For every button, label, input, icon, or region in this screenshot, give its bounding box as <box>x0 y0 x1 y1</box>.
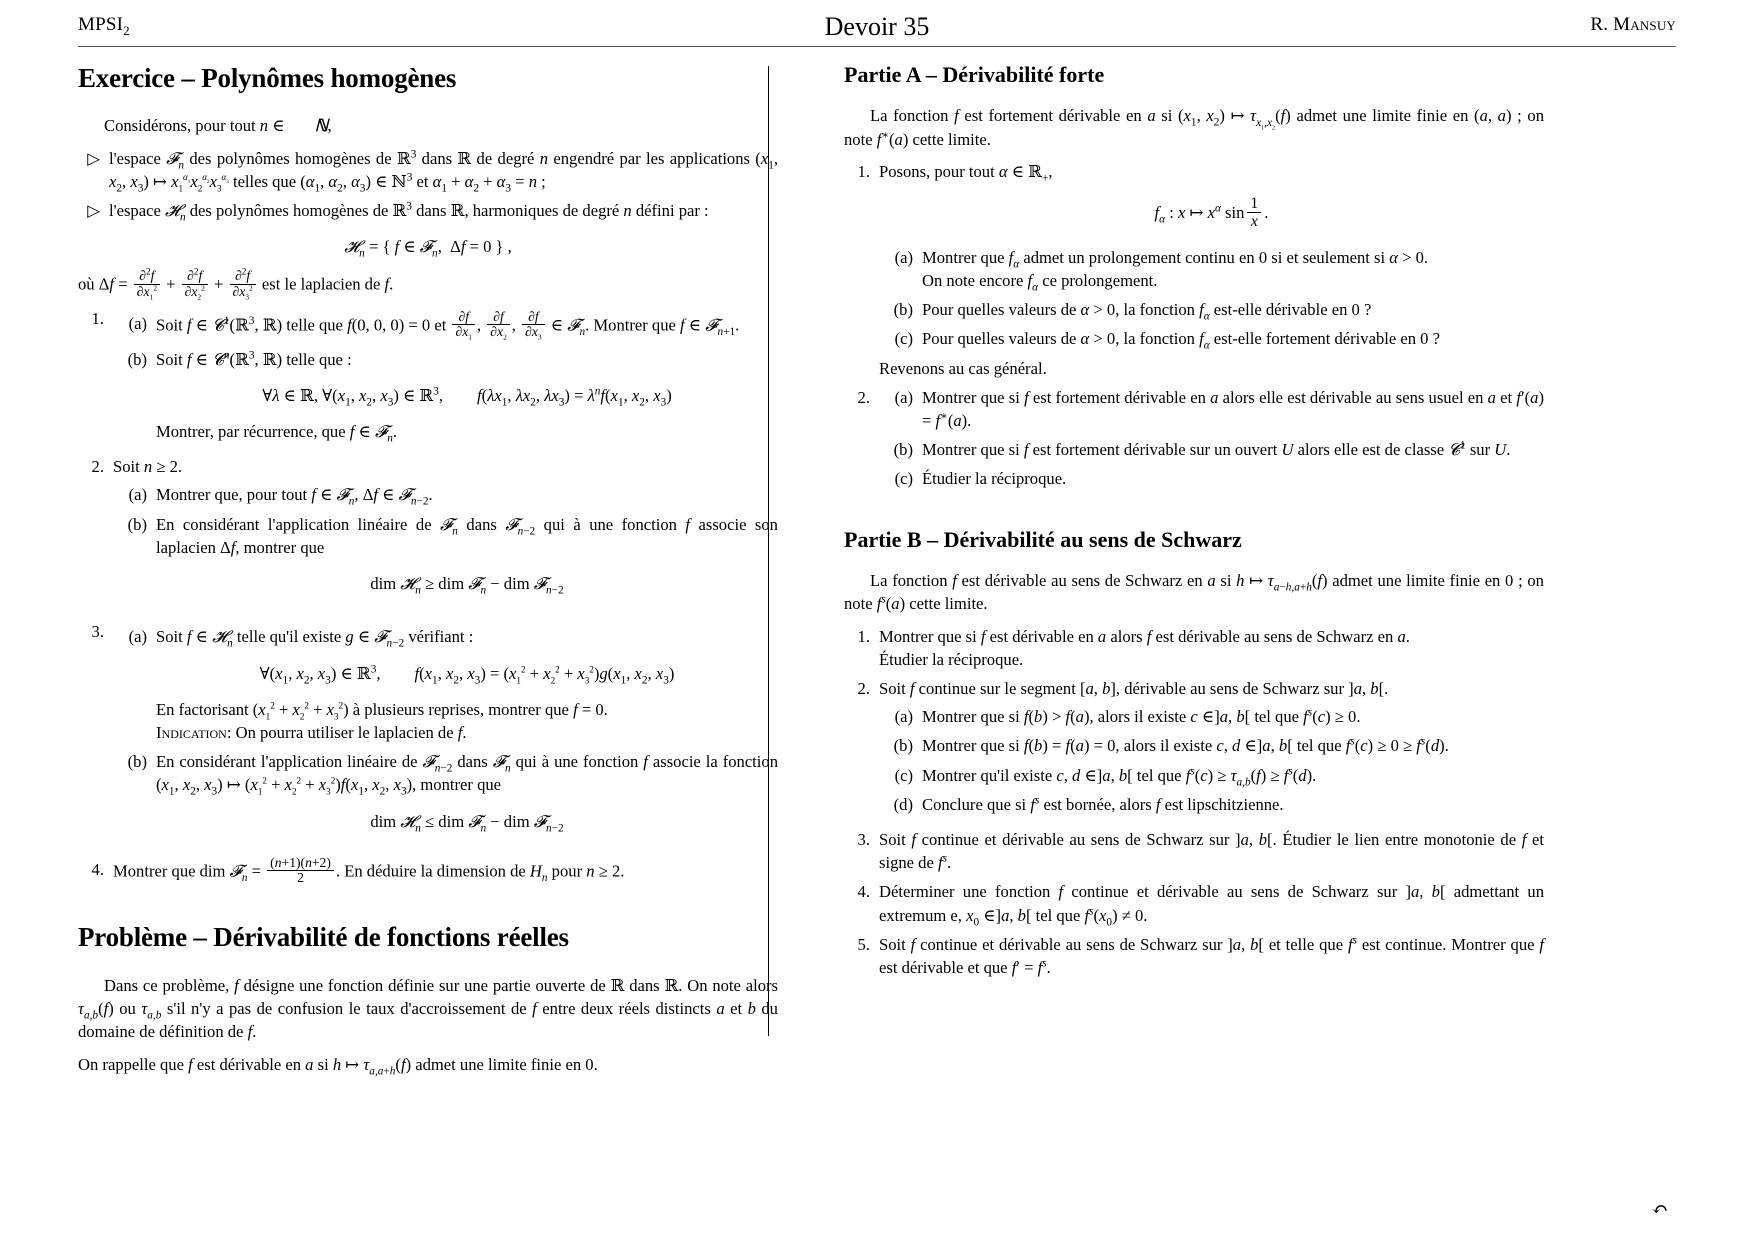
list-item <box>879 246 1544 292</box>
list-item <box>844 677 1544 822</box>
sub-item-label: (a) <box>894 707 913 727</box>
sub-list <box>113 309 778 445</box>
header-course-sub: 2 <box>123 22 130 38</box>
q2a-text: Montrer que, pour tout f ∈ 𝓕$_n$, Δf ∈ 𝓕$_{n-2}$. <box>156 485 433 508</box>
display-equation-dim-geq: dim 𝓗$_n$ ≥ dim 𝓕$_n$ − dim 𝓕$_{n-2}$ <box>370 574 564 597</box>
partie-b-intro: La fonction f est dérivable au sens de Schwarz en a si h ↦ $\tau_{a-h,a+h}(f)$ admet une limite finie en 0 ; on note $f^s(a)$ cette limite. <box>844 571 1544 614</box>
exercice-intro: Considérons, pour tout n ∈ ℕ, <box>104 116 332 136</box>
triangle-bullet-icon: ▷ <box>87 201 100 221</box>
pa-q1-tail: Revenons au cas général. <box>879 358 1047 378</box>
sub-item-label: (c) <box>894 329 913 349</box>
pa-q2a-text: Montrer que si f est fortement dérivable en a alors elle est dérivable au sens usuel en a et f′(a) = f∗(a). <box>922 387 1544 431</box>
list-item <box>879 327 1544 350</box>
sub-item-label: (b) <box>893 736 913 756</box>
page-title: Devoir 35 <box>824 12 930 41</box>
q3a-hint-label: Indication: <box>156 723 232 743</box>
sub-list <box>879 705 1544 816</box>
display-equation-dim-leq: dim 𝓗$_n$ ≤ dim 𝓕$_n$ − dim 𝓕$_{n-2}$ <box>370 811 564 834</box>
list-item <box>113 483 778 506</box>
sub-item-label: (a) <box>894 387 913 407</box>
probleme-paragraph-1: Dans ce problème, f désigne une fonction définie sur une partie ouverte de ℝ dans ℝ. On note alors $\tau_{a,b}(f)$ ou $\tau_{a,b}$ s'il n'y a pas de confusion le taux d'accroissement de f entre deux réels distincts a et b du domaine de définition de f. <box>78 975 778 1042</box>
sub-item-label: (c) <box>894 469 913 489</box>
exercice-question-list <box>78 307 778 887</box>
item-number: 1. <box>91 309 104 329</box>
sub-item-label: (b) <box>127 752 147 772</box>
list-item <box>844 828 1544 874</box>
item-number: 1. <box>857 162 870 182</box>
q3a-after: En factorisant $(x_1^2 + x_2^2 + x_3^2)$ à plusieurs reprises, montrer que f = 0. <box>156 699 608 722</box>
item-number: 4. <box>91 859 104 879</box>
pb-q2b-text: Montrer que si f(b) = f(a) = 0, alors il existe c, d ∈]a, b[ tel que $f^s(c) \ge 0 \ge f^s(d)$. <box>922 735 1449 756</box>
item-number: 2. <box>91 457 104 477</box>
partie-a-question-list <box>844 160 1544 497</box>
pa-q2c-text: Étudier la réciproque. <box>922 469 1067 489</box>
exercice-bullet-list <box>78 147 778 223</box>
page-turn-mark-icon: ↶ <box>1651 1199 1668 1221</box>
q2-lead: Soit n ≥ 2. <box>113 457 183 477</box>
partie-b-question-list <box>844 625 1544 980</box>
sub-item-label: (a) <box>128 485 147 505</box>
display-equation-homogeneity: ∀λ ∈ ℝ, $\forall(x_1$, $x_2$, $x_3$) ∈ ℝ$^3$, $f(\lambda x_1$, $\lambda x_2$, $\lambda x_3) = \lambda^nf(x_1$, $x_2$, $x_3$) <box>262 385 672 409</box>
heading-partie-b: Partie B – Dérivabilité au sens de Schwarz <box>844 526 1242 552</box>
item-number: 2. <box>857 387 870 407</box>
pb-q1-text: Montrer que si f est dérivable en a alors f est dérivable au sens de Schwarz en a. <box>879 626 1410 646</box>
q3b-text: En considérant l'application linéaire de 𝓕$_{n-2}$ dans 𝓕$_n$ qui à une fonction f associe la fonction ($x_1$, $x_2$, $x_3$) ↦ $(x_1^2 + x_2^2 + x_3^2)f(x_1$, $x_2$, $x_3$), montrer que <box>156 752 778 798</box>
list-item <box>844 625 1544 671</box>
list-item <box>113 513 778 609</box>
heading-probleme: Problème – Dérivabilité de fonctions réelles <box>78 922 569 953</box>
list-item <box>844 386 1544 497</box>
q1a-text: Soit f ∈ 𝓒$^1$(ℝ$^3$, ℝ) telle que f(0, 0, 0) = 0 et $\frac{\partial f}{\partial x_1}$ , $\frac{\partial f}{\partial x_2}$ , $\frac{\partial f}{\partial x_3}$ ∈ 𝓕$_n$. Montrer que f ∈ 𝓕$_{n+1}$. <box>156 309 740 343</box>
pb-q2d-text: Conclure que si $f^s$ est bornée, alors f est lipschitzienne. <box>922 794 1284 814</box>
sub-list <box>879 246 1544 351</box>
list-item <box>78 854 778 888</box>
list-item <box>113 750 778 846</box>
partie-a-intro: La fonction f est fortement dérivable en a si ($x_1$, $x_2$) ↦ $\tau_{x_1,x_2}(f)$ admet une limite finie en (a, a) ; on note f∗(a) cette limite. <box>844 106 1545 149</box>
pb-q2-lead: Soit f continue sur le segment [a, b], dérivable au sens de Schwarz sur ]a, b[. <box>879 678 1389 698</box>
left-column <box>78 62 808 1200</box>
item-number: 3. <box>91 622 104 642</box>
heading-partie-a: Partie A – Dérivabilité forte <box>844 62 1105 87</box>
sub-list <box>879 386 1544 491</box>
heading-exercice: Exercice – Polynômes homogènes <box>78 63 457 93</box>
document-body <box>78 62 1676 1200</box>
list-item <box>113 309 778 343</box>
pb-q5-text: Soit f continue et dérivable au sens de Schwarz sur ]a, b[ et telle que $f^s$ est continue. Montrer que f est dérivable et que $f' = f^s$. <box>879 934 1544 978</box>
item-number: 1. <box>857 626 870 646</box>
list-item <box>879 705 1544 728</box>
header-author: R. Mansuy <box>1590 14 1676 35</box>
list-item <box>78 620 778 852</box>
sub-item-label: (a) <box>128 627 147 647</box>
sub-item-label: (b) <box>127 514 147 534</box>
list-item <box>78 147 778 193</box>
pa-q1-lead: Posons, pour tout α ∈ ℝ$_+$, <box>879 162 1053 185</box>
laplacien-definition-line: où Δf = $\frac{\partial^2f}{\partial x_1^2}$ + $\frac{\partial^2f}{\partial x_2^2}$ + $\frac{\partial^2f}{\partial x_3^2}$ est le laplacien de f. <box>78 267 394 302</box>
list-item <box>78 307 778 449</box>
list-item <box>879 734 1544 757</box>
pb-q4-text: Déterminer une fonction f continue et dérivable au sens de Schwarz sur ]a, b[ admettant un extremum e, $x_0$ ∈]a, b[ tel que $f^s(x_0) \ne 0$. <box>879 882 1544 928</box>
pa-q1b-text: Pour quelles valeurs de α > 0, la fonction $f_\alpha$ est-elle dérivable en 0 ? <box>922 300 1372 323</box>
page-header <box>78 14 1676 48</box>
list-item <box>879 386 1544 432</box>
pa-q1c-text: Pour quelles valeurs de α > 0, la fonction $f_\alpha$ est-elle fortement dérivable en 0 ? <box>922 329 1440 352</box>
pb-q2c-text: Montrer qu'il existe c, d ∈]a, b[ tel que $f^s(c) \ge \tau_{a,b}(f) \ge f^s(d)$. <box>922 765 1317 788</box>
header-course-text: MPSI <box>78 14 124 35</box>
q3a-hint: On pourra utiliser le laplacien de f. <box>235 723 467 743</box>
q1b-after: Montrer, par récurrence, que f ∈ 𝓕$_n$. <box>156 422 398 445</box>
pa-q1a-after: On note encore $f_\alpha$ ce prolongement. <box>922 270 1158 294</box>
list-item <box>879 298 1544 321</box>
q2b-text: En considérant l'application linéaire de 𝓕$_n$ dans 𝓕$_{n-2}$ qui à une fonction f associe son laplacien Δf, montrer que <box>156 514 778 557</box>
pa-q2b-text: Montrer que si f est fortement dérivable sur un ouvert U alors elle est de classe 𝓒$^1$ sur U. <box>922 439 1511 460</box>
pb-q2a-text: Montrer que si f(b) > f(a), alors il existe c ∈]a, b[ tel que $f^s(c) \ge 0$. <box>922 706 1361 727</box>
q3a-text: Soit f ∈ 𝓗$_n$ telle qu'il existe g ∈ 𝓕$_{n-2}$ vérifiant : <box>156 627 474 650</box>
sub-item-label: (b) <box>893 440 913 460</box>
list-item <box>879 764 1544 787</box>
sub-list <box>113 625 778 846</box>
list-item <box>78 455 778 614</box>
item-number: 2. <box>857 678 870 698</box>
list-item <box>113 348 778 444</box>
sub-item-label: (b) <box>127 349 147 369</box>
display-equation-factorisation: $\forall(x_1$, $x_2$, $x_3$) ∈ ℝ$^3$, $f(x_1$, $x_2$, $x_3) = (x_1^2 + x_2^2 + x_3^2)g(x_1$, $x_2$, $x_3$) <box>259 663 675 686</box>
list-item <box>879 467 1544 490</box>
display-equation-Hn-definition: 𝓗$_n$ = { f ∈ 𝓕$_n$, Δf = 0 } , <box>344 237 512 260</box>
list-item <box>113 625 778 744</box>
item-number: 5. <box>857 934 870 954</box>
sub-item-label: (b) <box>893 300 913 320</box>
q4-text: Montrer que dim 𝓕$_n$ = $\frac{(n+1)(n+2)}{2}$ . En déduire la dimension de $H_n$ pour n ≥ 2. <box>113 854 625 886</box>
display-equation-f-alpha: $f_\alpha$ : x ↦ $x^\alpha$ sin $\frac{1}{x}$ . <box>1154 194 1269 231</box>
list-item <box>78 199 778 222</box>
sub-item-label: (d) <box>893 794 913 814</box>
pa-q1a-text: Montrer que $f_\alpha$ admet un prolongement continu en 0 si et seulement si α > 0. <box>922 247 1429 271</box>
list-item <box>844 880 1544 926</box>
sub-item-label: (a) <box>894 247 913 267</box>
pb-q1-after: Étudier la réciproque. <box>879 649 1024 669</box>
sub-item-label: (c) <box>894 765 913 785</box>
sub-list <box>113 483 778 608</box>
right-column <box>808 62 1544 1200</box>
probleme-paragraph-2: On rappelle que f est dérivable en a si h ↦ $\tau_{a,a+h}(f)$ admet une limite finie en 0. <box>78 1054 598 1077</box>
pb-q3-text: Soit f continue et dérivable au sens de Schwarz sur ]a, b[. Étudier le lien entre monotonie de f et signe de $f^s$. <box>879 830 1545 873</box>
triangle-bullet-icon: ▷ <box>87 148 100 168</box>
item-number: 3. <box>857 830 870 850</box>
q1b-text: Soit f ∈ 𝓒$^n$(ℝ$^3$, ℝ) telle que : <box>156 349 352 369</box>
bullet-text-Hn: l'espace 𝓗$_n$ des polynômes homogènes de ℝ$^3$ dans ℝ, harmoniques de degré n défini par : <box>109 200 709 224</box>
sub-item-label: (a) <box>128 314 147 334</box>
header-rule <box>78 46 1676 47</box>
list-item <box>879 438 1544 461</box>
list-item <box>844 160 1544 380</box>
bullet-text-Fn: l'espace 𝓕$_n$ des polynômes homogènes de ℝ$^3$ dans ℝ de degré n engendré par les applications ($x_1$, $x_2$, $x_3$) ↦ $x_1^{\alpha_1}x_2^{\alpha_2}x_3^{\alpha_3}$ telles que ($\alpha_1$, $\alpha_2$, $\alpha_3$) ∈ ℕ$^3$ et $\alpha_1 + \alpha_2 + \alpha_3 = n$ ; <box>109 148 779 195</box>
list-item <box>844 933 1544 979</box>
item-number: 4. <box>857 882 870 902</box>
list-item <box>879 793 1544 816</box>
